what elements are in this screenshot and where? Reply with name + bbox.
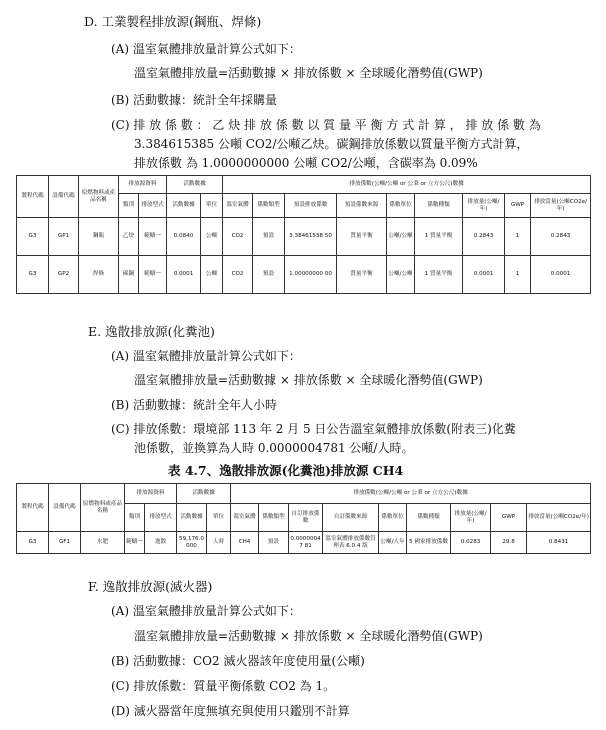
table-cell: GP2 [49,256,79,294]
table-cell: G3 [17,532,49,554]
header-raw-name: 原燃物料或產品名稱 [79,176,119,218]
section-f-item-b: (B) 活動數據：CO2 滅火器該年度使用量(公噸) [111,654,365,668]
header-emission-type: 排放型式 [139,194,167,218]
header-source-group: 排放源資料 [119,176,167,194]
section-e-item-b: (B) 活動數據：統計全年人小時 [111,398,277,412]
table-cell: 設備代碼 [49,484,81,532]
table-cell: 59,176.0000 [177,532,207,554]
section-e-item-c-line1: (C) 排放係數：環境部 113 年 2 月 5 日公告溫室氣體排放係數(附表三)化糞 [111,422,516,436]
table-cell: 29.8 [491,532,527,554]
table-cell: 排放源資料 [125,484,177,504]
header-emission: 排放量(公噸/年) [463,194,505,218]
table-cell: 製程代碼 [17,484,49,532]
table-cell: 係數類型 [259,504,289,532]
section-f-heading: F. 逸散排放源(滅火器) [88,579,213,594]
header-preset-source: 預設係數來源 [337,194,387,218]
table-cell: 碳鋼 [119,256,139,294]
table-cell: G3 [17,218,49,256]
table-row [17,256,591,294]
table-caption: 表 4.7、逸散排放源(化糞池)排放源 CH4 [168,463,404,478]
table-cell: 0.0001 [463,256,505,294]
table-cell: 1 質量平衡 [415,256,463,294]
section-f-item-d: (D) 滅火器當年度無填充與使用只鑑別不計算 [111,704,350,718]
table-cell: 0.0840 [167,218,201,256]
table-cell: GF1 [49,532,81,554]
table-cell: 水肥 [81,532,125,554]
section-e-item-a: (A) 溫室氣體排放量計算公式如下： [111,349,301,363]
emission-table-process [16,175,591,294]
header-gwp: GWP [505,194,531,218]
table-cell: 係數單位 [379,504,407,532]
header-preset-factor: 預設排放係數 [285,194,337,218]
table-cell: CO2 [223,218,253,256]
table-cell: 0.00000047 81 [289,532,323,554]
table-cell: 0.0283 [451,532,491,554]
section-d-formula: 溫室氣體排放量=活動數據 × 排放係數 × 全球暖化潛勢值(GWP) [134,66,483,80]
table-cell: 活動數據 [177,504,207,532]
header-category: 類別 [119,194,139,218]
header-emission-co2e: 排放當量(公噸CO2e/年) [531,194,591,218]
section-d-item-c-line3: 排放係數 為 1.0000000000 公噸 CO2/公噸，含碳率為 0.09% [134,156,478,170]
table-cell: 公噸/公噸 [387,256,415,294]
header-equip-code: 設備代碼 [49,176,79,218]
section-d-item-c-line1: (C) 排 放 係 數 ： 乙 炔 排 放 係 數 以 質 量 平 衡 方 式 計 算 ， 排 放 係 數 為 [111,118,541,132]
table-cell: 溫室氣體 [231,504,259,532]
header-factor-group: 排放係數(公噸/公噸 or 公秉 or 立方公尺)數據 [223,176,591,194]
table-cell: 乙炔 [119,218,139,256]
table-cell: 溫室氣體排放係數管理表 6.0.4 版 [323,532,379,554]
header-factor-type: 係數類型 [253,194,285,218]
section-d-item-c-line2: 3.384615385 公噸 CO2/公噸乙炔。碳鋼排放係數以質量平衡方式計算， [134,137,529,151]
table-cell: 1 [505,218,531,256]
table-cell: 1 質量平衡 [415,218,463,256]
header-activity-group: 活動數據 [167,176,223,194]
table-cell: 0.8431 [527,532,591,554]
section-d-item-a: (A) 溫室氣體排放量計算公式如下： [111,42,301,56]
table-cell: 0.2843 [531,218,591,256]
table-cell: 質量平衡 [337,218,387,256]
table-cell: 人時 [207,532,231,554]
table-cell: 焊條 [79,256,119,294]
table-cell: 排放係數(公噸/公噸 or 公秉 or 立方公尺)數據 [231,484,591,504]
table-cell: 預設 [253,256,285,294]
table-row [17,532,591,554]
table-cell: 3.38461538 50 [285,218,337,256]
section-d-heading: D. 工業製程排放源(鋼瓶、焊條) [84,14,262,29]
table-cell: 5 國家排放係數 [407,532,451,554]
section-f-item-a: (A) 溫室氣體排放量計算公式如下： [111,604,301,618]
section-f-item-c: (C) 排放係數：質量平衡係數 CO2 為 1。 [111,679,336,693]
table-cell: 1.00000000 00 [285,256,337,294]
header-activity: 活動數據 [167,194,201,218]
table-cell: 自訂係數來源 [323,504,379,532]
table-cell: CH4 [231,532,259,554]
header-process-code: 製程代碼 [17,176,49,218]
table-cell: GWP [491,504,527,532]
table-cell: 0.0001 [167,256,201,294]
table-cell: 逸散 [145,532,177,554]
section-e-heading: E. 逸散排放源(化糞池) [88,324,215,339]
table-cell: 類別 [125,504,145,532]
table-cell: 鋼瓶 [79,218,119,256]
table-cell: 公噸/公噸 [387,218,415,256]
table-cell: 範疇一 [125,532,145,554]
table-cell: 1 [505,256,531,294]
table-cell: 質量平衡 [337,256,387,294]
section-d-item-b: (B) 活動數據：統計全年採購量 [111,93,277,107]
table-cell: 預設 [253,218,285,256]
table-cell: 公噸 [201,256,223,294]
table-cell: 係數種類 [407,504,451,532]
section-f-formula: 溫室氣體排放量=活動數據 × 排放係數 × 全球暖化潛勢值(GWP) [134,629,483,643]
table-cell: 原燃物料或產品名稱 [81,484,125,532]
table-cell: 單位 [207,504,231,532]
table-cell: GP1 [49,218,79,256]
table-cell: 預設 [259,532,289,554]
table-cell: 0.2843 [463,218,505,256]
header-factor-unit: 係數單位 [387,194,415,218]
table-cell: 範疇一 [139,218,167,256]
table-cell: G3 [17,256,49,294]
table-cell: 公噸/人年 [379,532,407,554]
table-cell: 0.0001 [531,256,591,294]
header-gas: 溫室氣體 [223,194,253,218]
table-cell: 排放型式 [145,504,177,532]
table-cell: 排放量(公噸/年) [451,504,491,532]
header-factor-kind: 係數種類 [415,194,463,218]
table-cell: 公噸 [201,218,223,256]
section-e-item-c-line2: 池係數，並換算為人時 0.0000004781 公噸/人時。 [134,441,414,455]
table-cell: CO2 [223,256,253,294]
header-unit: 單位 [201,194,223,218]
table-cell: 排放當量(公噸CO2e/年) [527,504,591,532]
table-cell: 活動數據 [177,484,231,504]
table-cell: 範疇一 [139,256,167,294]
section-e-formula: 溫室氣體排放量=活動數據 × 排放係數 × 全球暖化潛勢值(GWP) [134,373,483,387]
table-row [17,218,591,256]
table-cell: 自訂排放係數 [289,504,323,532]
emission-table-septic [16,483,591,554]
